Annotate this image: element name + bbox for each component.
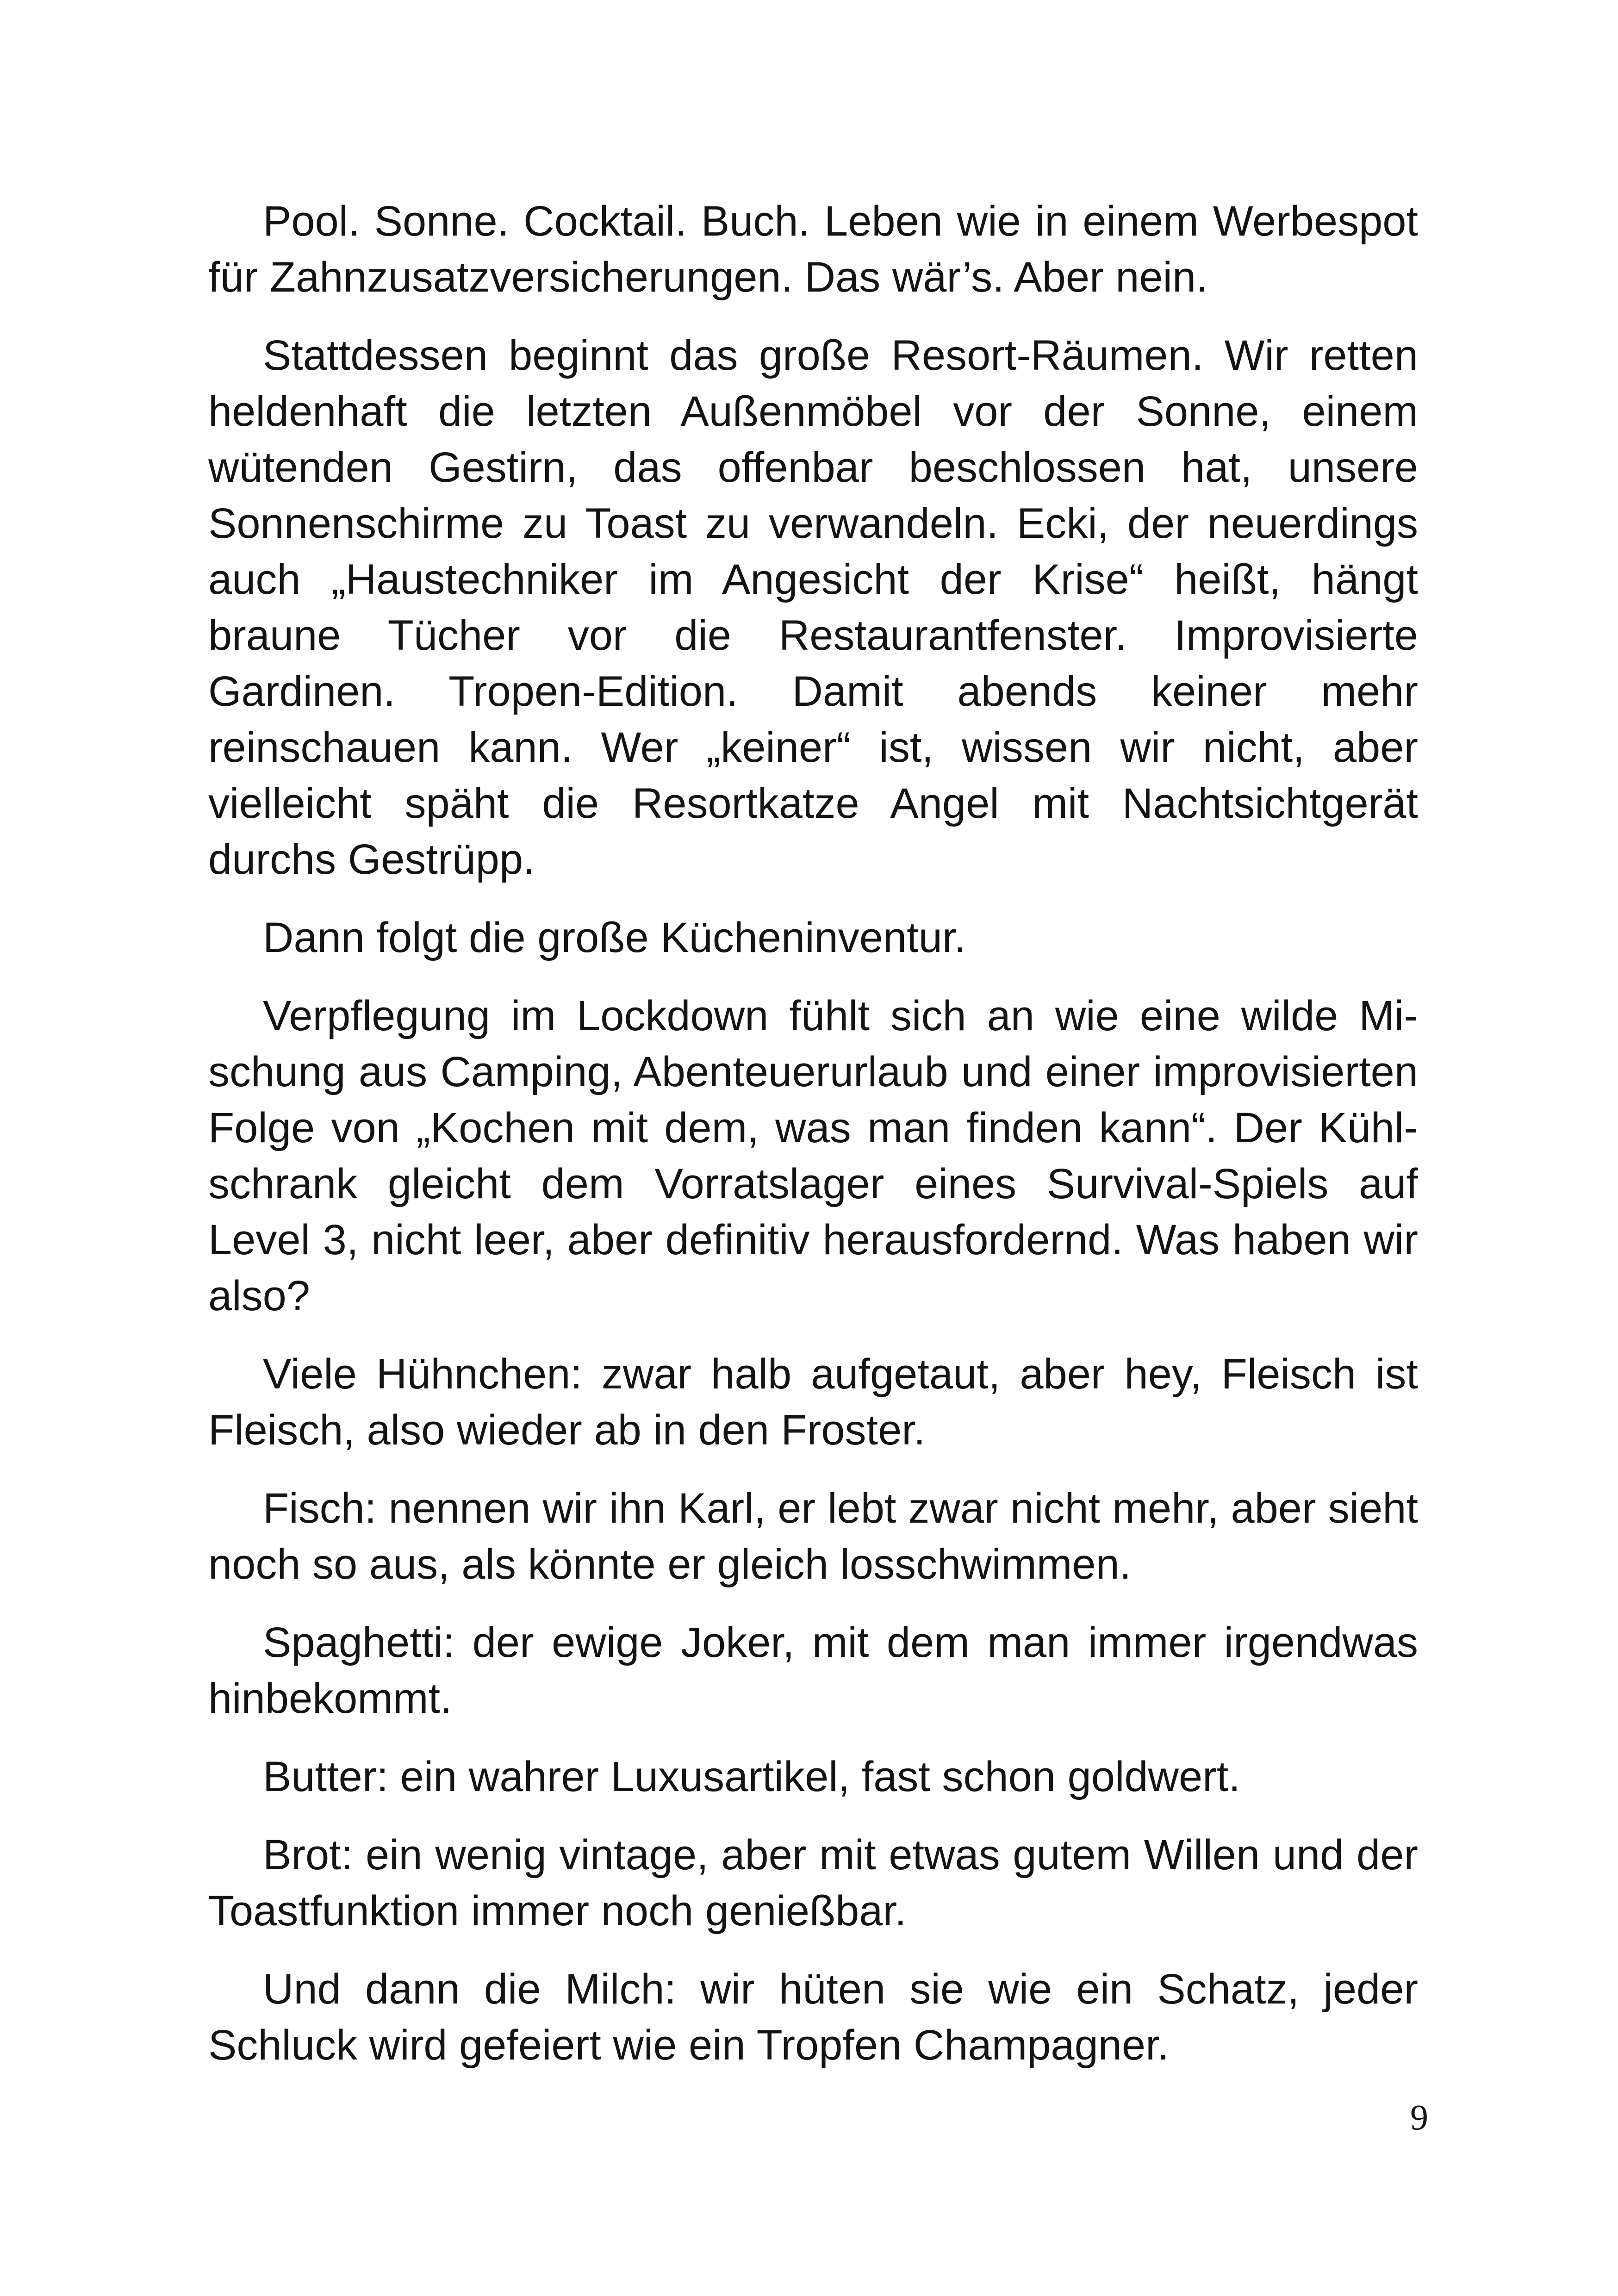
paragraph-1: Pool. Sonne. Cocktail. Buch. Leben wie in einem Werbespot für Zahnzusatzversicherungen. Das wär’s. Aber nein. (208, 198, 1418, 301)
page-number: 9 (1410, 2097, 1428, 2137)
paragraph-9: Brot: ein wenig vintage, aber mit etwas gutem Willen und der Toastfunktion immer noch genießbar. (208, 1831, 1418, 1935)
paragraph-6: Fisch: nennen wir ihn Karl, er lebt zwar nicht mehr, aber sieht noch so aus, als könnte er gleich losschwimmen. (208, 1485, 1418, 1588)
body-text (208, 193, 1418, 2096)
paragraph-2: Stattdessen beginnt das große Resort-Räumen. Wir retten heldenhaft die letzten Außenmöbel vor der Sonne, einem wütenden Gestirn, das offenbar beschlossen hat, unsere Sonnenschirme zu Toast zu verwandeln. Ecki, der neuerdings auch „Haustechniker im Angesicht der Krise“ heißt, hängt braune Tücher vor die Restaurantfenster. Improvisierte Gardinen. Tropen-Edition. Damit abends keiner mehr reinschauen kann. Wer „keiner“ ist, wissen wir nicht, aber vielleicht späht die Resortkatze Angel mit Nachtsichtgerät durchs Gestrüpp. (208, 332, 1418, 883)
paragraph-3: Dann folgt die große Kücheninventur. (263, 914, 966, 961)
paragraph-10: Und dann die Milch: wir hüten sie wie ein Schatz, jeder Schluck wird gefeiert wie ein Tropfen Champagner. (208, 1966, 1418, 2069)
paragraph-8: Butter: ein wahrer Luxusartikel, fast schon goldwert. (263, 1753, 1240, 1800)
paragraph-5: Viele Hühnchen: zwar halb aufgetaut, aber hey, Fleisch ist Fleisch, also wieder ab in den Froster. (208, 1350, 1418, 1454)
paragraph-7: Spaghetti: der ewige Joker, mit dem man immer irgendwas hinbekommt. (208, 1619, 1418, 1722)
paragraph-4: Verpflegung im Lockdown fühlt sich an wie eine wilde Mischung aus Camping, Abenteuerurlaub und einer improvisierten Folge von „Kochen mit dem, was man finden kann“. Der Kühlschrank gleicht dem Vorratslager eines Survival-Spiels auf Level 3, nicht leer, aber definitiv herausfordernd. Was haben wir also? (208, 992, 1418, 1319)
